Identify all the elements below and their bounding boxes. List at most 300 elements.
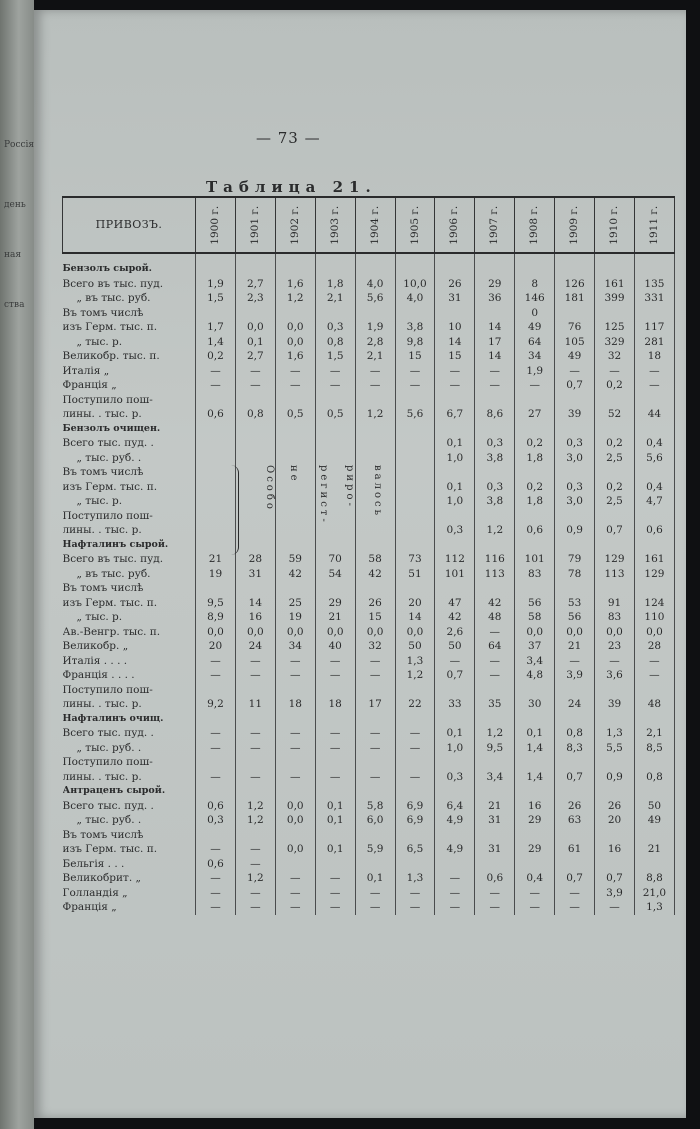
table-cell: 29 — [475, 277, 515, 292]
year-label: 1903 г. — [328, 205, 341, 245]
year-label: 1909 г. — [568, 205, 581, 245]
table-cell: 0,3 — [196, 813, 236, 828]
table-cell: 17 — [475, 335, 515, 350]
year-header — [595, 197, 635, 253]
table-cell — [315, 451, 355, 466]
table-cell — [515, 683, 555, 698]
table-cell: 3,9 — [555, 668, 595, 683]
table-cell: 58 — [355, 552, 395, 567]
table-cell: 29 — [315, 596, 355, 611]
year-header — [235, 197, 275, 253]
table-cell: 1,0 — [435, 494, 475, 509]
table-cell: 54 — [315, 567, 355, 582]
row-label: Италія . . . . — [62, 654, 128, 667]
table-cell: 76 — [555, 320, 595, 335]
table-cell — [355, 253, 395, 277]
table-cell: 20 — [196, 639, 236, 654]
table-cell — [196, 712, 236, 727]
table-cell — [475, 857, 515, 872]
table-cell — [355, 712, 395, 727]
table-cell: 27 — [515, 407, 555, 422]
table-cell: 17 — [355, 697, 395, 712]
table-cell — [355, 581, 395, 596]
table-cell — [315, 538, 355, 553]
table-cell: — — [355, 364, 395, 379]
table-cell — [315, 393, 355, 408]
table-row — [63, 842, 675, 857]
table-row — [63, 291, 675, 306]
table-cell: — — [235, 900, 275, 915]
year-label: 1901 г. — [249, 205, 262, 245]
table-cell: 1,4 — [515, 770, 555, 785]
table-cell — [315, 306, 355, 321]
table-cell — [275, 523, 315, 538]
table-cell: 105 — [555, 335, 595, 350]
table-cell: 1,2 — [475, 726, 515, 741]
table-cell — [235, 828, 275, 843]
table-cell — [435, 712, 475, 727]
table-cell: 0,0 — [355, 625, 395, 640]
table-cell — [395, 253, 435, 277]
table-cell — [515, 253, 555, 277]
row-label: „ тыс. руб. . — [76, 814, 142, 826]
table-cell — [595, 393, 635, 408]
table-cell: 24 — [555, 697, 595, 712]
table-cell — [275, 712, 315, 727]
table-row — [63, 668, 675, 683]
table-cell: — — [235, 668, 275, 683]
table-cell: 8,5 — [634, 741, 674, 756]
table-cell: — — [275, 770, 315, 785]
table-row — [63, 755, 675, 770]
table-cell: 0,0 — [275, 842, 315, 857]
table-cell: — — [315, 726, 355, 741]
table-cell — [235, 451, 275, 466]
row-label: изъ Герм. тыс. п. — [62, 843, 158, 855]
table-cell — [395, 480, 435, 495]
table-row — [63, 610, 675, 625]
table-cell: 16 — [235, 610, 275, 625]
table-cell: — — [315, 770, 355, 785]
table-cell: 50 — [395, 639, 435, 654]
table-cell: 0,3 — [435, 770, 475, 785]
table-cell: 14 — [475, 320, 515, 335]
table-cell: 5,8 — [355, 799, 395, 814]
table-cell: 4,0 — [355, 277, 395, 292]
row-label: „ тыс. руб. . — [76, 741, 142, 754]
table-cell: — — [355, 900, 395, 915]
table-cell — [235, 523, 275, 538]
table-cell: 2,3 — [235, 291, 275, 306]
table-row — [63, 581, 675, 596]
row-label: Италія „ — [62, 364, 110, 377]
table-cell — [435, 422, 475, 437]
table-cell — [275, 784, 315, 799]
table-cell: — — [475, 668, 515, 683]
table-cell: 42 — [355, 567, 395, 582]
table-cell: 3,8 — [475, 494, 515, 509]
table-cell — [475, 755, 515, 770]
vertical-note: Особо — [264, 465, 275, 512]
table-cell: — — [235, 770, 275, 785]
table-cell: 5,6 — [634, 451, 674, 466]
row-label: лины. . тыс. р. — [62, 524, 142, 536]
table-cell: — — [275, 726, 315, 741]
table-cell: 31 — [435, 291, 475, 306]
table-cell: — — [235, 726, 275, 741]
table-cell — [395, 436, 435, 451]
table-cell — [435, 755, 475, 770]
table-cell: 0,1 — [435, 726, 475, 741]
table-cell: 0,6 — [634, 523, 674, 538]
table-cell: 0,7 — [595, 523, 635, 538]
table-cell: 14 — [475, 349, 515, 364]
table-cell — [634, 828, 674, 843]
table-cell: 0,0 — [395, 625, 435, 640]
year-label: 1900 г. — [209, 205, 222, 245]
table-cell — [555, 581, 595, 596]
table-cell: 48 — [634, 697, 674, 712]
table-cell: 49 — [515, 320, 555, 335]
table-cell: — — [196, 726, 236, 741]
table-cell: 1,2 — [235, 799, 275, 814]
table-cell — [235, 755, 275, 770]
table-cell: 49 — [634, 813, 674, 828]
table-cell: — — [555, 900, 595, 915]
table-cell: 0,3 — [475, 480, 515, 495]
table-cell: — — [196, 741, 236, 756]
table-row — [63, 422, 675, 437]
table-cell: 4,9 — [435, 813, 475, 828]
table-cell — [475, 784, 515, 799]
year-label: 1907 г. — [488, 205, 501, 245]
table-cell: 0,4 — [515, 871, 555, 886]
table-cell: 113 — [475, 567, 515, 582]
table-cell: 1,2 — [355, 407, 395, 422]
table-cell: 26 — [595, 799, 635, 814]
table-cell: — — [275, 741, 315, 756]
table-cell: 2,5 — [595, 494, 635, 509]
row-label: Всего тыс. пуд. . — [62, 727, 154, 739]
table-row — [63, 712, 675, 727]
table-cell — [315, 422, 355, 437]
table-cell — [395, 828, 435, 843]
table-cell — [515, 784, 555, 799]
table-cell — [355, 538, 395, 553]
table-cell — [395, 784, 435, 799]
table-cell: 61 — [555, 842, 595, 857]
table-cell: — — [435, 886, 475, 901]
table-row — [63, 625, 675, 640]
table-cell — [515, 465, 555, 480]
table-cell: 0,8 — [315, 335, 355, 350]
table-row — [63, 451, 675, 466]
table-cell: — — [555, 654, 595, 669]
table-cell: — — [395, 364, 435, 379]
table-cell — [275, 581, 315, 596]
table-cell: 113 — [595, 567, 635, 582]
table-cell: 0,3 — [555, 480, 595, 495]
table-cell: 42 — [475, 596, 515, 611]
table-cell: 8,3 — [555, 741, 595, 756]
table-cell: 0,7 — [555, 770, 595, 785]
table-cell — [555, 393, 595, 408]
table-cell — [395, 393, 435, 408]
table-cell — [395, 494, 435, 509]
table-row — [63, 726, 675, 741]
table-cell — [634, 683, 674, 698]
year-label: 1905 г. — [408, 205, 421, 245]
year-label: 1911 г. — [648, 205, 661, 245]
table-cell — [435, 306, 475, 321]
table-cell: 0,2 — [595, 480, 635, 495]
table-cell — [475, 683, 515, 698]
table-cell: 5,6 — [395, 407, 435, 422]
table-cell: — — [395, 770, 435, 785]
table-row — [63, 465, 675, 480]
table-cell: — — [555, 886, 595, 901]
table-cell — [634, 712, 674, 727]
table-cell: 0,2 — [196, 349, 236, 364]
table-cell: — — [435, 654, 475, 669]
table-cell — [435, 828, 475, 843]
table-cell: 26 — [355, 596, 395, 611]
year-header — [196, 197, 236, 253]
table-cell: — — [275, 886, 315, 901]
table-cell — [595, 509, 635, 524]
table-cell: 0,0 — [634, 625, 674, 640]
table-cell — [355, 422, 395, 437]
table-cell: 28 — [235, 552, 275, 567]
table-cell: — — [196, 871, 236, 886]
table-cell — [395, 857, 435, 872]
table-cell — [395, 422, 435, 437]
table-cell: 0,0 — [235, 625, 275, 640]
row-label: изъ Герм. тыс. п. — [62, 480, 158, 493]
table-cell — [515, 581, 555, 596]
table-cell — [395, 465, 435, 480]
table-cell — [555, 857, 595, 872]
vertical-note: не — [288, 465, 299, 484]
table-cell: 14 — [235, 596, 275, 611]
table-cell — [595, 581, 635, 596]
table-cell: 8,9 — [196, 610, 236, 625]
table-cell: — — [235, 857, 275, 872]
table-cell — [595, 857, 635, 872]
table-cell: 0,1 — [235, 335, 275, 350]
table-cell — [315, 755, 355, 770]
table-cell — [235, 422, 275, 437]
table-cell: — — [196, 364, 236, 379]
table-cell: 30 — [515, 697, 555, 712]
table-cell — [555, 422, 595, 437]
table-cell: 0,9 — [555, 523, 595, 538]
table-cell: 1,3 — [595, 726, 635, 741]
table-cell: — — [315, 741, 355, 756]
table-caption: Таблица 21. — [206, 178, 377, 196]
table-cell: 0,8 — [235, 407, 275, 422]
table-cell — [315, 253, 355, 277]
vertical-note: риро- — [344, 465, 355, 509]
table-row — [63, 900, 675, 915]
table-cell: 9,2 — [196, 697, 236, 712]
table-cell: 18 — [315, 697, 355, 712]
table-cell: 0,0 — [275, 320, 315, 335]
table-cell — [515, 509, 555, 524]
table-cell — [634, 538, 674, 553]
table-cell: 15 — [355, 610, 395, 625]
row-label: Въ томъ числѣ — [62, 582, 144, 594]
table-cell: — — [634, 668, 674, 683]
row-label: Всего тыс. пуд. . — [62, 437, 154, 449]
table-cell: 5,6 — [355, 291, 395, 306]
row-label: Бензолъ очищен. — [62, 422, 161, 434]
table-cell: 29 — [515, 813, 555, 828]
table-cell: 331 — [634, 291, 674, 306]
table-cell: — — [235, 364, 275, 379]
table-cell — [355, 523, 395, 538]
table-cell: 6,7 — [435, 407, 475, 422]
table-cell: — — [315, 871, 355, 886]
table-cell: 329 — [595, 335, 635, 350]
table-cell: 0,1 — [315, 813, 355, 828]
table-row — [63, 509, 675, 524]
table-cell: 2,1 — [315, 291, 355, 306]
year-header — [355, 197, 395, 253]
table-cell: — — [355, 668, 395, 683]
row-label: лины. . тыс. р. — [62, 698, 142, 710]
row-label: Всего въ тыс. пуд. — [62, 553, 164, 565]
table-cell: — — [395, 741, 435, 756]
table-cell: 15 — [395, 349, 435, 364]
table-cell — [395, 451, 435, 466]
table-cell: 161 — [634, 552, 674, 567]
table-cell: — — [475, 625, 515, 640]
table-row — [63, 320, 675, 335]
table-row — [63, 596, 675, 611]
table-cell — [196, 436, 236, 451]
table-cell: 14 — [395, 610, 435, 625]
table-cell: — — [315, 886, 355, 901]
table-cell — [275, 828, 315, 843]
row-label: Бензолъ сырой. — [62, 263, 152, 274]
row-label: изъ Герм. тыс. п. — [62, 321, 158, 333]
table-cell: — — [555, 364, 595, 379]
table-cell — [435, 253, 475, 277]
table-row — [63, 857, 675, 872]
table-row — [63, 277, 675, 292]
table-cell: — — [275, 900, 315, 915]
table-row — [63, 436, 675, 451]
table-cell — [275, 422, 315, 437]
table-cell: — — [435, 364, 475, 379]
adjacent-page-edge: Россія день ная ства — [0, 0, 34, 1129]
table-cell: — — [395, 886, 435, 901]
table-cell — [395, 755, 435, 770]
table-cell — [595, 465, 635, 480]
table-cell: 9,5 — [196, 596, 236, 611]
table-cell: — — [475, 378, 515, 393]
table-cell: 4,7 — [634, 494, 674, 509]
row-label: Поступило пош- — [62, 509, 153, 522]
table-cell: 4,0 — [395, 291, 435, 306]
table-cell: 0,0 — [315, 625, 355, 640]
table-cell: 14 — [435, 335, 475, 350]
year-label: 1908 г. — [528, 205, 541, 245]
table-cell: 42 — [435, 610, 475, 625]
table-cell — [634, 465, 674, 480]
table-cell — [555, 683, 595, 698]
year-header — [275, 197, 315, 253]
table-cell: 48 — [475, 610, 515, 625]
table-cell: 2,7 — [235, 349, 275, 364]
table-cell: — — [475, 364, 515, 379]
table-cell: 56 — [555, 610, 595, 625]
table-cell: 117 — [634, 320, 674, 335]
row-label-header: ПРИВОЗЪ. — [63, 197, 196, 253]
table-row — [63, 799, 675, 814]
table-cell: 39 — [555, 407, 595, 422]
table-cell: — — [435, 378, 475, 393]
table-cell — [315, 683, 355, 698]
table-cell: 6,9 — [395, 813, 435, 828]
table-cell — [355, 683, 395, 698]
table-cell: 1,4 — [515, 741, 555, 756]
table-cell: 3,4 — [515, 654, 555, 669]
table-row — [63, 741, 675, 756]
table-cell: 50 — [435, 639, 475, 654]
table-cell: — — [395, 900, 435, 915]
table-row — [63, 335, 675, 350]
table-cell: 1,4 — [196, 335, 236, 350]
table-cell: 1,8 — [315, 277, 355, 292]
table-cell: 0,0 — [235, 320, 275, 335]
table-cell: 32 — [595, 349, 635, 364]
table-cell: 25 — [275, 596, 315, 611]
table-cell: — — [315, 900, 355, 915]
table-cell: 1,3 — [395, 654, 435, 669]
table-cell — [475, 509, 515, 524]
table-cell: 0,9 — [595, 770, 635, 785]
table-cell: 36 — [475, 291, 515, 306]
table-cell: 21 — [475, 799, 515, 814]
row-label: Франція „ — [62, 901, 117, 913]
table-cell — [315, 523, 355, 538]
table-cell — [235, 393, 275, 408]
table-cell: 3,8 — [475, 451, 515, 466]
table-cell: — — [475, 886, 515, 901]
table-cell — [275, 538, 315, 553]
table-cell — [435, 857, 475, 872]
table-cell — [555, 755, 595, 770]
table-cell: 64 — [515, 335, 555, 350]
table-cell — [196, 451, 236, 466]
table-cell: — — [315, 668, 355, 683]
table-cell: — — [435, 900, 475, 915]
table-cell: 5,9 — [355, 842, 395, 857]
table-cell: 31 — [475, 813, 515, 828]
table-cell: 1,9 — [196, 277, 236, 292]
table-cell: 6,5 — [395, 842, 435, 857]
table-row — [63, 253, 675, 277]
year-header — [555, 197, 595, 253]
table-cell: 0,2 — [595, 378, 635, 393]
table-cell — [515, 712, 555, 727]
table-cell — [196, 393, 236, 408]
table-cell: 0,6 — [196, 799, 236, 814]
table-cell: 110 — [634, 610, 674, 625]
table-cell: — — [355, 726, 395, 741]
